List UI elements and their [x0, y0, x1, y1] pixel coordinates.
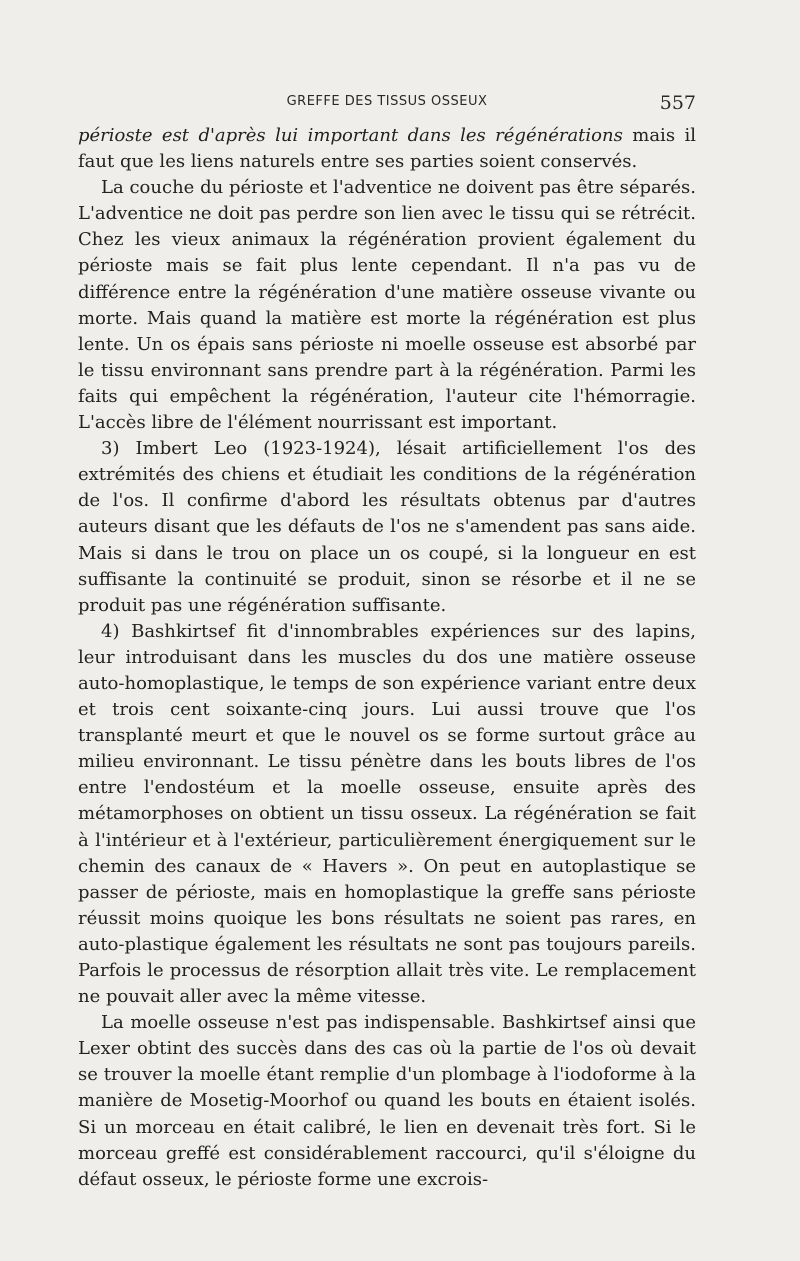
paragraph-3: 3) Imbert Leo (1923-1924), lésait artificiellement l'os des extrémités des chiens et étudiait les conditions de la régénération de l'os. Il confirme d'abord les résultats obtenus par d'autres auteurs disant que les défauts de l'os ne s'amendent pas sans aide. Mais si dans le trou on place un os coupé, si la longueur en est suffisante la continuité se produit, sinon se résorbe et il ne se produit pas une régénération suffisante. [78, 438, 696, 616]
paragraph-1-italic: périoste est d'après lui important dans les régénérations [78, 125, 623, 146]
paragraph-2: La couche du périoste et l'adventice ne doivent pas être séparés. L'adventice ne doit pas perdre son lien avec le tissu qui se rétrécit. Chez les vieux animaux la régénération provient également du périoste mais se fait plus lente cependant. Il n'a pas vu de différence entre la régénération d'une matière osseuse vivante ou morte. Mais quand la matière est morte la régénération est plus lente. Un os épais sans périoste ni moelle osseuse est absorbé par le tissu environnant sans prendre part à la régénération. Parmi les faits qui empêchent la régénération, l'auteur cite l'hémorragie. L'accès libre de l'élément nourrissant est important. [78, 177, 696, 434]
page-number: 557 [659, 92, 696, 114]
paragraph-1 [78, 123, 696, 175]
page-header [78, 92, 696, 114]
paragraph-5: La moelle osseuse n'est pas indispensable. Bashkirtsef ainsi que Lexer obtint des succès dans des cas où la partie de l'os où devait se trouver la moelle étant remplie d'un plombage à l'iodoforme à la manière de Mosetig-Moorhof ou quand les bouts en étaient isolés. Si un morceau en était calibré, le lien en devenait très fort. Si le morceau greffé est considérablement raccourci, qu'il s'éloigne du défaut osseux, le périoste forme une excrois- [78, 1012, 696, 1190]
paragraph-1-rest: mais il faut que les liens naturels entre ses parties soient conservés. [78, 125, 696, 173]
paragraph-4: 4) Bashkirtsef fit d'innombrables expériences sur des lapins, leur introduisant dans les muscles du dos une matière osseuse auto-homoplastique, le temps de son expérience variant entre deux et trois cent soixante-cinq jours. Lui aussi trouve que l'os transplanté meurt et que le nouvel os se forme surtout grâce au milieu environnant. Le tissu pénètre dans les bouts libres de l'os entre l'endostéum et la moelle osseuse, ensuite après des métamorphoses on obtient un tissu osseux. La régénération se fait à l'intérieur et à l'extérieur, particulièrement énergiquement sur le chemin des canaux de « Havers ». On peut en autoplastique se passer de périoste, mais en homoplastique la greffe sans périoste réussit moins quoique les bons résultats ne soient pas rares, en auto-plastique également les résultats ne sont pas toujours pareils. Parfois le processus de résorption allait très vite. Le remplacement ne pouvait aller avec la même vitesse. [78, 620, 696, 1008]
running-title: GREFFE DES TISSUS OSSEUX [286, 94, 488, 109]
body-text [78, 123, 696, 1193]
